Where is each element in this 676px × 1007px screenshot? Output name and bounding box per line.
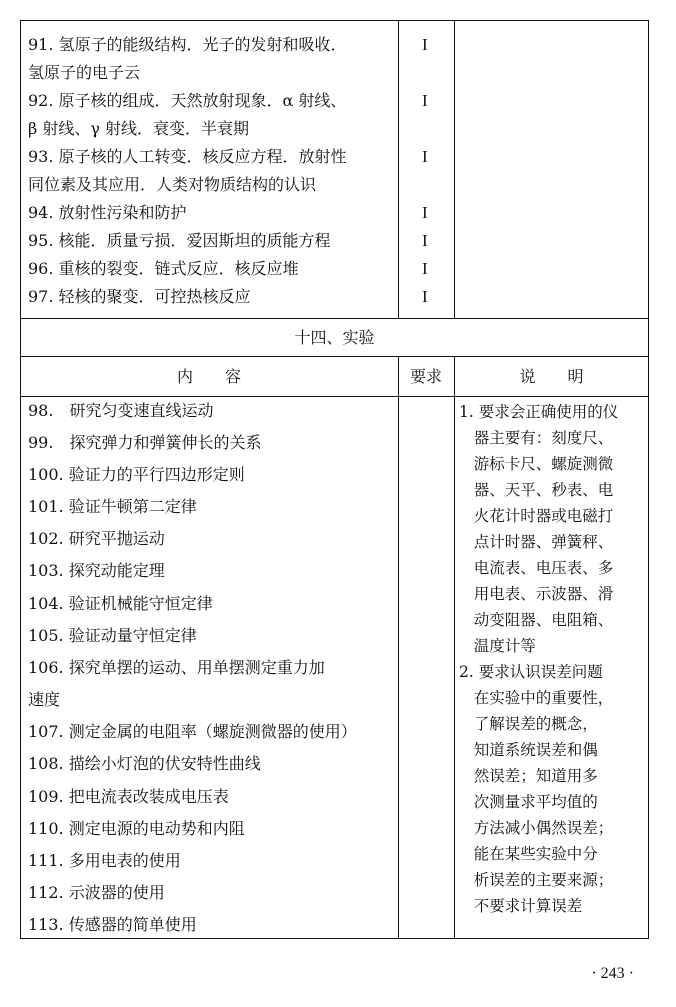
header-explanation: 说 明 (519, 367, 584, 386)
item-91-line-2: 氢原子的电子云 (28, 63, 141, 82)
experiment-item: 112. 示波器的使用 (28, 883, 165, 902)
column-divider (454, 356, 455, 939)
row-divider (20, 396, 649, 397)
item-97-req: I (422, 287, 428, 306)
note-line: 了解误差的概念， (459, 715, 598, 733)
note-line: 用电表、示波器、滑 (459, 585, 614, 603)
experiment-item: 111. 多用电表的使用 (28, 851, 181, 870)
item-95: 95. 核能．质量亏损．爱因斯坦的质能方程 (28, 231, 331, 250)
note-line: 知道系统误差和偶 (459, 741, 598, 759)
note-line: 器主要有：刻度尺、 (459, 429, 614, 447)
experiment-item: 98. 研究匀变速直线运动 (28, 401, 214, 420)
item-93-line-1: 93. 原子核的人工转变．核反应方程．放射性 (28, 147, 347, 166)
experiment-item: 113. 传感器的简单使用 (28, 915, 197, 934)
item-93-req: I (422, 147, 428, 166)
note-line: 析误差的主要来源； (459, 871, 614, 889)
section-title: 十四、实验 (294, 328, 375, 347)
experiment-item: 110. 测定电源的电动势和内阻 (28, 819, 245, 838)
column-divider (454, 20, 455, 318)
note-line: 2. 要求认识误差问题 (459, 663, 603, 681)
row-divider (20, 356, 649, 357)
experiment-item: 109. 把电流表改装成电压表 (28, 787, 229, 806)
item-92-req: I (422, 91, 428, 110)
item-91-req: I (422, 35, 428, 54)
note-line: 点计时器、弹簧秤、 (459, 533, 614, 551)
experiment-item: 100. 验证力的平行四边形定则 (28, 465, 245, 484)
note-line: 在实验中的重要性， (459, 689, 614, 707)
column-divider (398, 356, 399, 939)
page-number: · 243 · (591, 965, 634, 982)
note-line: 动变阻器、电阻箱、 (459, 611, 614, 629)
header-requirement: 要求 (409, 367, 442, 386)
experiment-item: 106. 探究单摆的运动、用单摆测定重力加 (28, 658, 325, 677)
experiment-item: 103. 探究动能定理 (28, 561, 165, 580)
note-line: 1. 要求会正确使用的仪 (459, 403, 619, 421)
experiment-item: 104. 验证机械能守恒定律 (28, 594, 213, 613)
note-line: 温度计等 (459, 637, 536, 655)
item-97: 97. 轻核的聚变．可控热核反应 (28, 287, 251, 306)
header-content: 内 容 (176, 367, 241, 386)
column-divider (398, 20, 399, 318)
experiment-item: 107. 测定金属的电阻率（螺旋测微器的使用） (28, 722, 357, 741)
note-line: 方法减小偶然误差； (459, 819, 614, 837)
item-92-line-2: β 射线、γ 射线．衰变．半衰期 (28, 119, 249, 138)
item-92-line-1: 92. 原子核的组成．天然放射现象．α 射线、 (28, 91, 347, 110)
experiment-item: 105. 验证动量守恒定律 (28, 626, 197, 645)
item-96: 96. 重核的裂变．链式反应．核反应堆 (28, 259, 299, 278)
note-line: 次测量求平均值的 (459, 793, 598, 811)
note-line: 不要求计算误差 (459, 897, 583, 915)
item-94-req: I (422, 203, 428, 222)
item-95-req: I (422, 231, 428, 250)
experiment-item: 99. 探究弹力和弹簧伸长的关系 (28, 433, 262, 452)
note-line: 器、天平、秒表、电 (459, 481, 614, 499)
item-91-line-1: 91. 氢原子的能级结构．光子的发射和吸收． (28, 35, 347, 54)
experiment-item: 108. 描绘小灯泡的伏安特性曲线 (28, 754, 261, 773)
item-96-req: I (422, 259, 428, 278)
note-line: 火花计时器或电磁打 (459, 507, 614, 525)
note-line: 游标卡尺、螺旋测微 (459, 455, 614, 473)
note-line: 能在某些实验中分 (459, 845, 598, 863)
row-divider (20, 318, 649, 319)
experiment-item: 102. 研究平抛运动 (28, 529, 165, 548)
note-line: 电流表、电压表、多 (459, 559, 614, 577)
experiment-item: 101. 验证牛顿第二定律 (28, 497, 197, 516)
note-line: 然误差；知道用多 (459, 767, 598, 785)
item-93-line-2: 同位素及其应用．人类对物质结构的认识 (28, 175, 317, 194)
experiment-item: 速度 (28, 690, 61, 709)
item-94: 94. 放射性污染和防护 (28, 203, 187, 222)
